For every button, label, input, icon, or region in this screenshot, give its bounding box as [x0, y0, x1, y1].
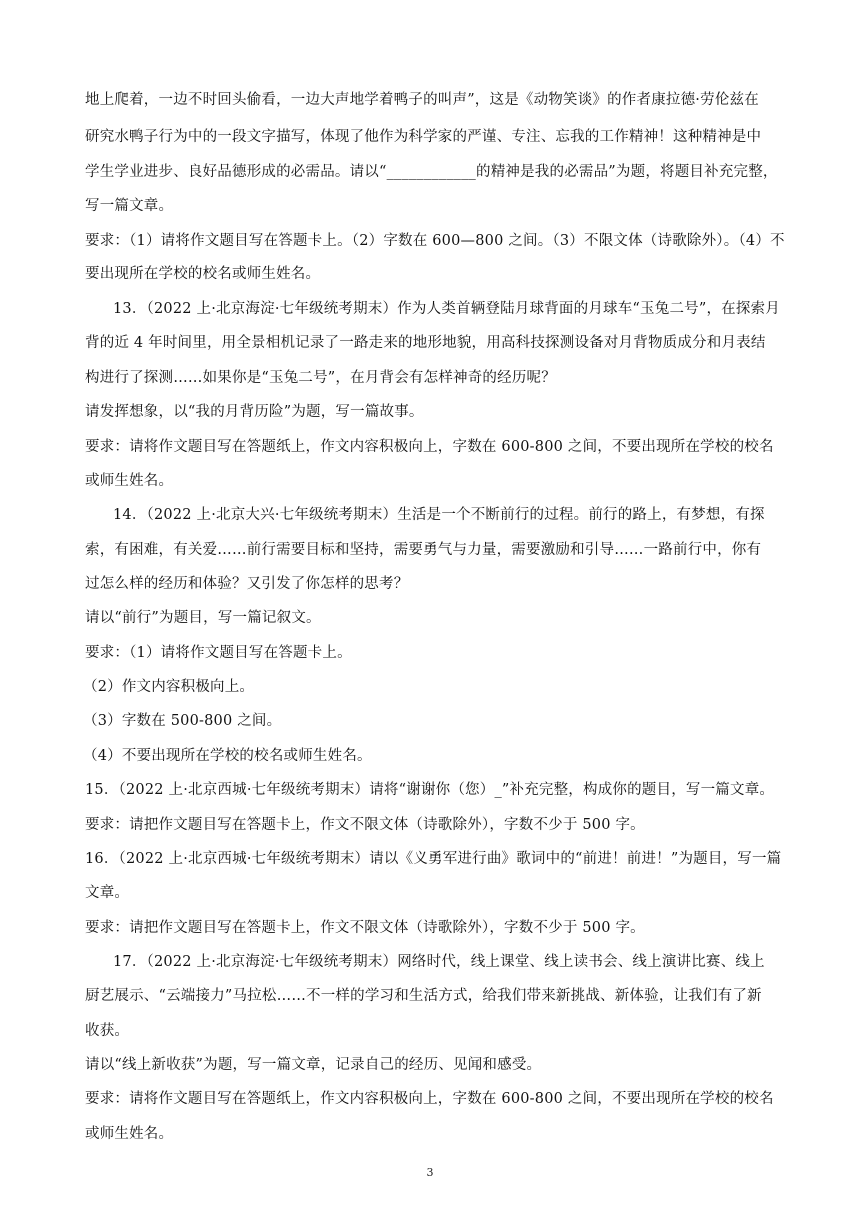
requirement-line: （3）字数在 500-800 之间。: [83, 713, 282, 729]
requirement-line: 要求：请将作文题目写在答题纸上，作文内容积极向上，字数在 600-800 之间，不要出现所在学校的校名: [85, 1091, 774, 1107]
text-line: 索，有困难，有关爱……前行需要目标和坚持，需要勇气与力量，需要激励和引导……一路前行中，你有: [85, 542, 762, 558]
text-line: 文章。: [85, 885, 130, 901]
text-line: 地上爬着，一边不时回头偷看，一边大声地学着鸭子的叫声”，这是《动物笑谈》的作者康拉德·劳伦兹在: [85, 92, 759, 108]
requirement-line: 或师生姓名。: [85, 473, 174, 489]
text-line: 写一篇文章。: [85, 198, 174, 214]
question-heading: 15．（2022 上·北京西城·七年级统考期末）请将“谢谢你（您）_”补充完整，构成你的题目，写一篇文章。: [85, 782, 775, 798]
text-line: 背的近 4 年时间里，用全景相机记录了一路走来的地形地貌，用高科技探测设备对月背物质成分和月表结: [85, 335, 766, 351]
prompt-line: 请以“线上新收获”为题，写一篇文章，记录自己的经历、见闻和感受。: [85, 1057, 542, 1073]
text-line: 收获。: [85, 1023, 130, 1039]
text-line: 厨艺展示、“云端接力”马拉松……不一样的学习和生活方式，给我们带来新挑战、新体验，让我们有了新: [85, 988, 762, 1004]
question-heading: 14．（2022 上·北京大兴·七年级统考期末）生活是一个不断前行的过程。前行的路上，有梦想，有探: [113, 507, 765, 523]
requirement-line: 要求：请把作文题目写在答题卡上，作文不限文体（诗歌除外），字数不少于 500 字。: [85, 920, 645, 936]
text-line: 构进行了探测……如果你是“玉兔二号”，在月背会有怎样神奇的经历呢？: [85, 370, 556, 386]
question-heading: 13．（2022 上·北京海淀·七年级统考期末）作为人类首辆登陆月球背面的月球车“玉兔二号”，在探索月: [113, 301, 780, 317]
requirement-line: （2）作文内容积极向上。: [83, 679, 255, 695]
prompt-line: 请以“前行”为题目，写一篇记叙文。: [85, 610, 321, 626]
text-line: 学生学业进步、良好品德形成的必需品。请以“____________的精神是我的必需品”为题，将题目补充完整，: [85, 164, 778, 180]
requirement-line: 要求：（1）请将作文题目写在答题卡上。: [85, 645, 352, 661]
text-line: 研究水鸭子行为中的一段文字描写，体现了他作为科学家的严谨、专注、忘我的工作精神！这种精神是中: [85, 129, 762, 145]
requirement-line: 要求：（1）请将作文题目写在答题卡上。（2）字数在 600—800 之间。（3）不限文体（诗歌除外）。（4）不: [85, 233, 785, 249]
question-heading: 16．（2022 上·北京西城·七年级统考期末）请以《义勇军进行曲》歌词中的“前进！前进！”为题目，写一篇: [85, 851, 782, 867]
page-number: 3: [426, 1166, 434, 1179]
requirement-line: 要出现所在学校的校名或师生姓名。: [85, 266, 321, 282]
text-line: 过怎么样的经历和体验？又引发了你怎样的思考？: [85, 576, 409, 592]
requirement-line: 要求：请将作文题目写在答题纸上，作文内容积极向上，字数在 600-800 之间，不要出现所在学校的校名: [85, 439, 774, 455]
requirement-line: （4）不要出现所在学校的校名或师生姓名。: [83, 748, 372, 764]
prompt-line: 请发挥想象，以“我的月背历险”为题，写一篇故事。: [85, 404, 424, 420]
question-heading: 17．（2022 上·北京海淀·七年级统考期末）网络时代，线上课堂、线上读书会、线上演讲比赛、线上: [113, 954, 765, 970]
requirement-line: 要求：请把作文题目写在答题卡上，作文不限文体（诗歌除外），字数不少于 500 字。: [85, 817, 645, 833]
requirement-line: 或师生姓名。: [85, 1126, 174, 1142]
